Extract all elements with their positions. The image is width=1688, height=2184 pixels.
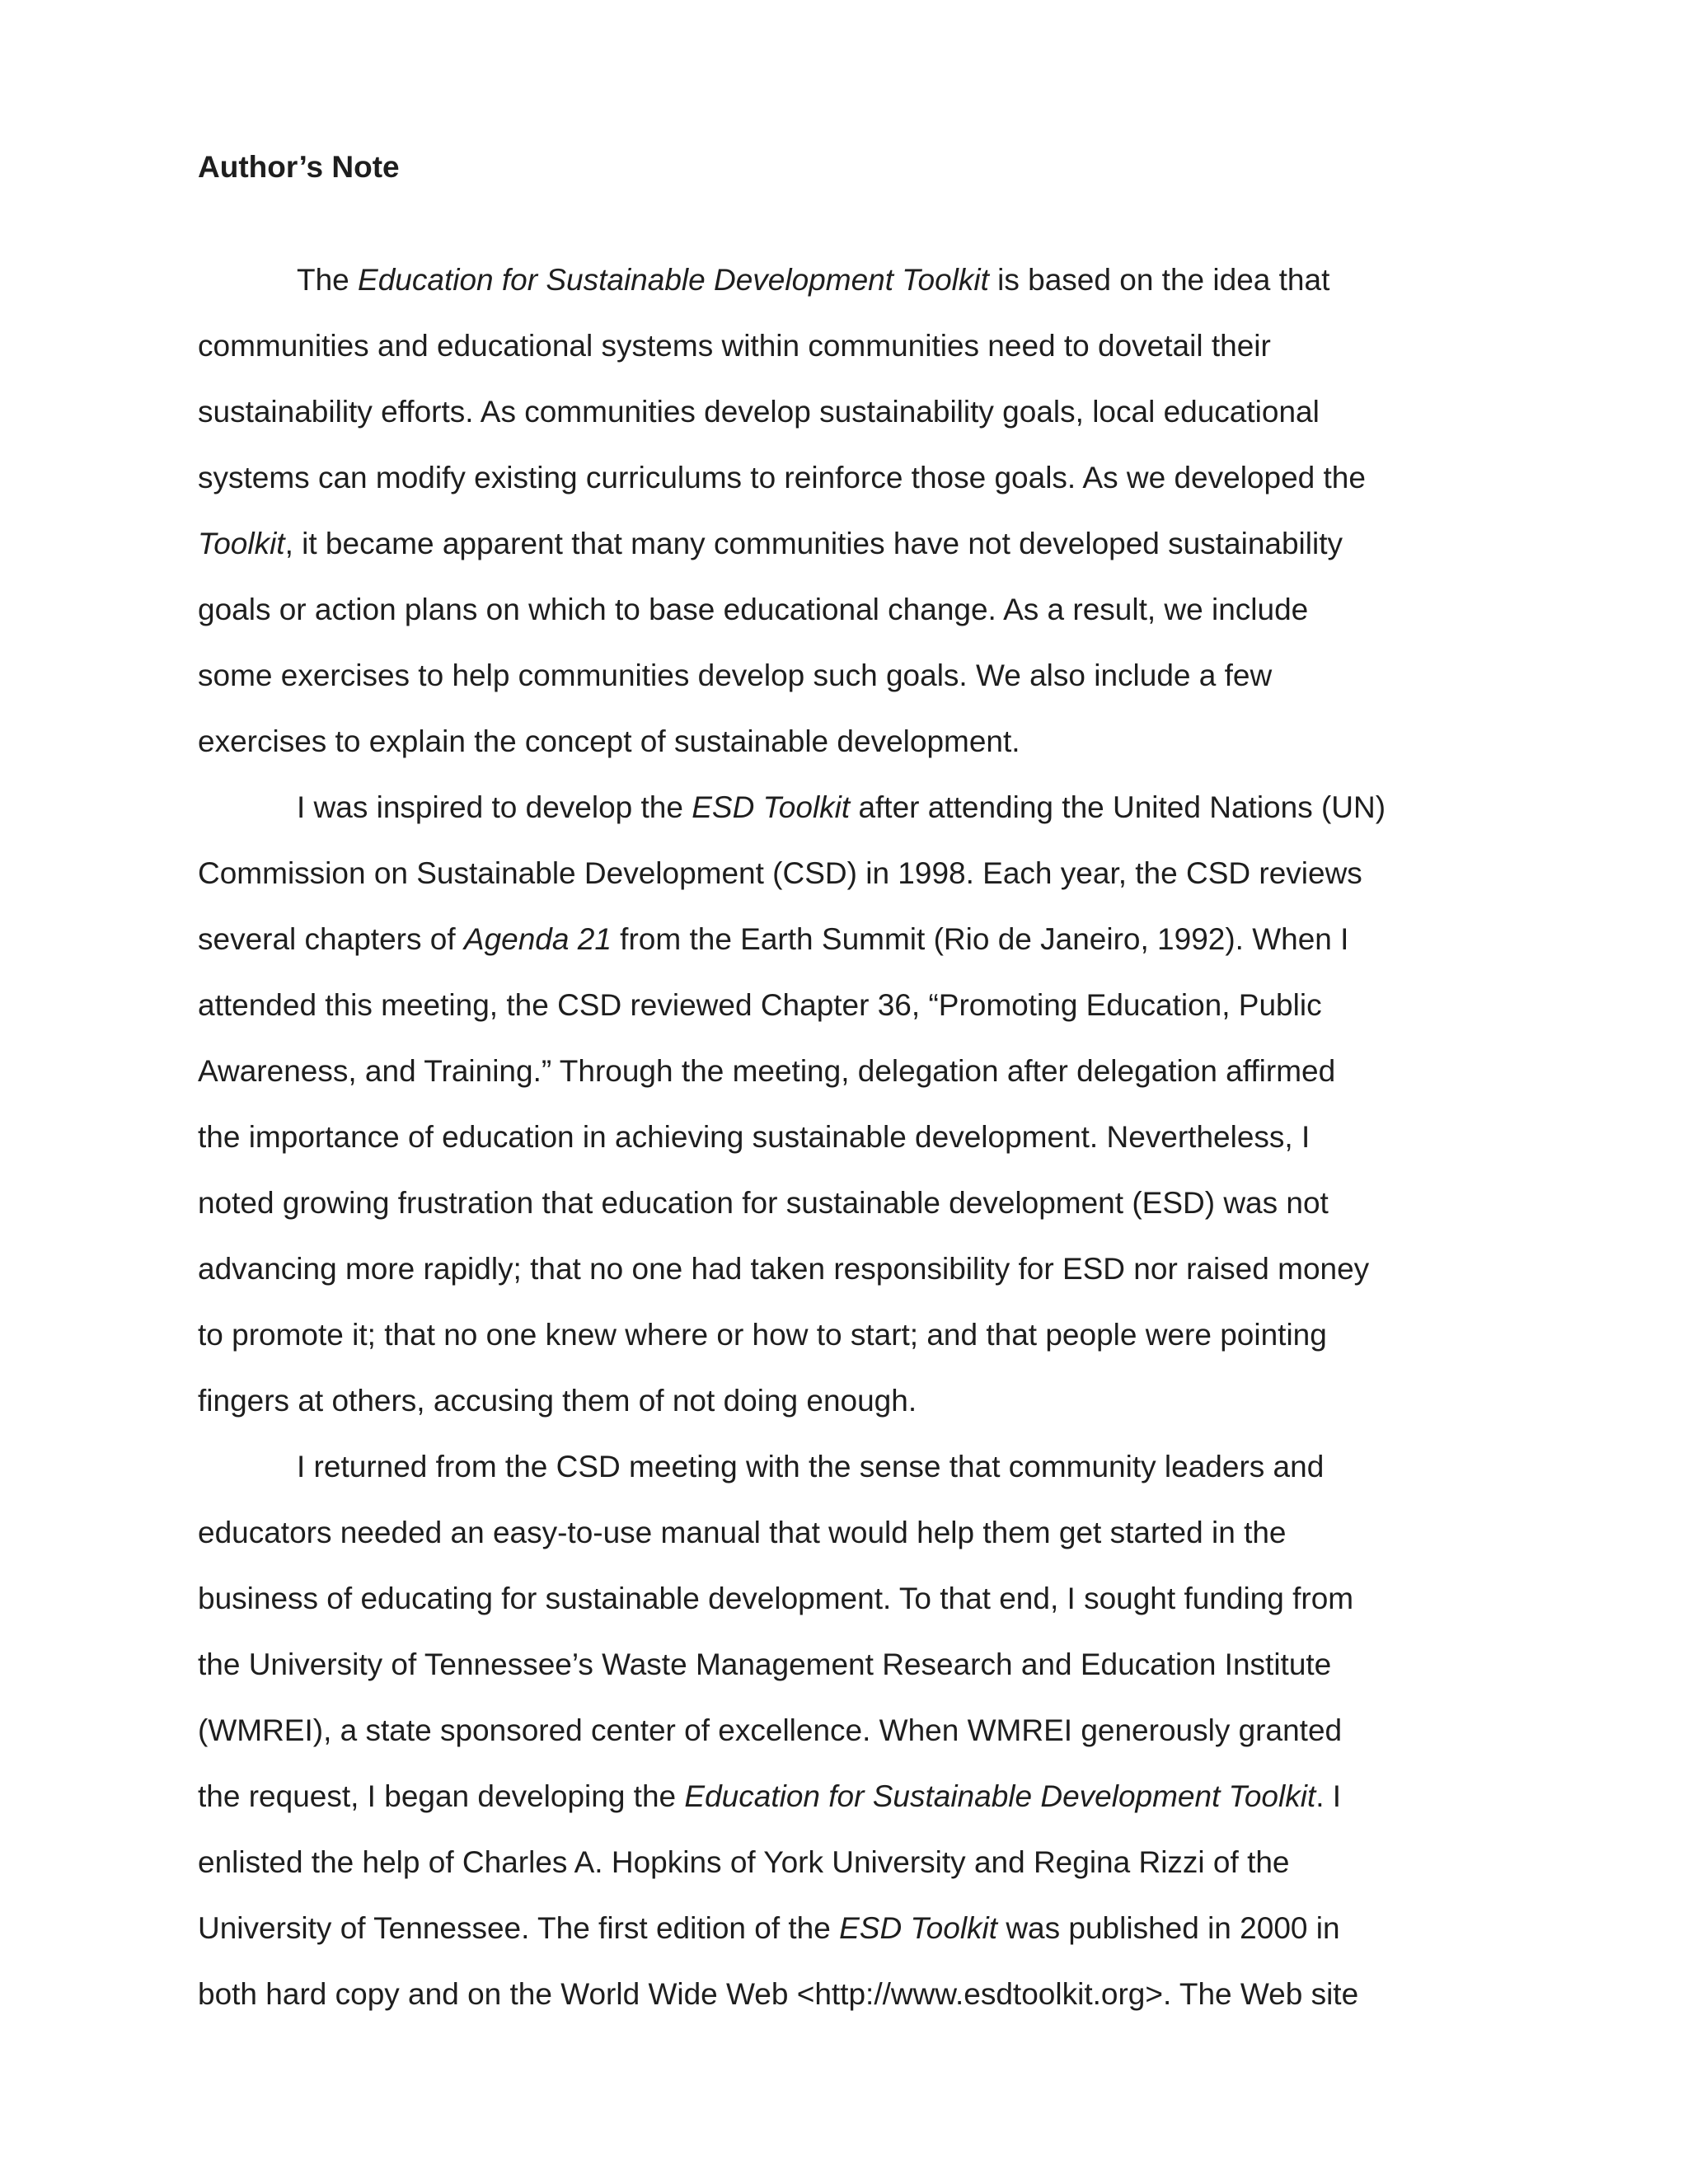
paragraph [198,775,1484,1434]
text-run: (WMREI), a state sponsored center of excellence. When WMREI generously granted [198,1713,1343,1747]
text-run: attended this meeting, the CSD reviewed Chapter 36, “Promoting Education, Public [198,988,1322,1022]
text-run: fingers at others, accusing them of not doing enough. [198,1384,917,1418]
text-line [198,313,1484,379]
text-run: enlisted the help of Charles A. Hopkins of York University and Regina Rizzi of the [198,1845,1290,1879]
text-line [198,445,1484,511]
text-line [198,1632,1484,1698]
text-line [198,841,1484,907]
italic-title: ESD Toolkit [839,1911,998,1945]
text-run: noted growing frustration that education for sustainable development (ESD) was not [198,1186,1329,1220]
text-run: exercises to explain the concept of sustainable development. [198,724,1020,758]
text-run: the request, I began developing the [198,1779,685,1813]
text-run: both hard copy and on the World Wide Web <http://www.esdtoolkit.org>. The Web site [198,1977,1359,2011]
text-line [198,1961,1484,2027]
text-line [198,1368,1484,1434]
text-run: Commission on Sustainable Development (CSD) in 1998. Each year, the CSD reviews [198,856,1362,890]
text-run: business of educating for sustainable development. To that end, I sought funding from [198,1582,1354,1615]
text-line [198,1500,1484,1566]
text-run: University of Tennessee. The first edition of the [198,1911,840,1945]
text-run: systems can modify existing curriculums to reinforce those goals. As we developed the [198,461,1366,494]
text-line [198,1830,1484,1896]
text-line [198,511,1484,577]
text-run: I was inspired to develop the [297,790,692,824]
text-run: communities and educational systems within communities need to dovetail their [198,329,1271,363]
text-run: . I [1315,1779,1342,1813]
text-line [198,643,1484,709]
text-line [198,1698,1484,1764]
text-line [198,972,1484,1038]
text-run: was published in 2000 in [997,1911,1340,1945]
paragraph [198,247,1484,775]
text-line [198,709,1484,775]
italic-title: ESD Toolkit [692,790,851,824]
body-text [198,247,1484,2027]
text-line [198,1302,1484,1368]
italic-title: Education for Sustainable Development Toolkit [684,1779,1316,1813]
paragraph [198,1434,1484,2027]
text-run: after attending the United Nations (UN) [850,790,1386,824]
text-run: from the Earth Summit (Rio de Janeiro, 1992). When I [611,922,1349,956]
text-run: to promote it; that no one knew where or how to start; and that people were pointing [198,1318,1327,1352]
page-title: Author’s Note [198,150,400,184]
text-line [198,577,1484,643]
text-run: , it became apparent that many communities have not developed sustainability [284,527,1343,560]
text-run: Awareness, and Training.” Through the meeting, delegation after delegation affirmed [198,1054,1336,1088]
text-run: several chapters of [198,922,464,956]
text-line [198,379,1484,445]
text-line [198,1434,1484,1500]
text-line [198,1104,1484,1170]
text-line [198,1236,1484,1302]
text-run: educators needed an easy-to-use manual that would help them get started in the [198,1516,1287,1549]
text-run: advancing more rapidly; that no one had taken responsibility for ESD nor raised money [198,1252,1370,1286]
text-line [198,1566,1484,1632]
text-run: goals or action plans on which to base educational change. As a result, we include [198,593,1309,626]
text-run: The [297,263,359,297]
italic-title: Agenda 21 [463,922,612,956]
text-line [198,1764,1484,1830]
text-run: some exercises to help communities develop such goals. We also include a few [198,658,1273,692]
text-run: I returned from the CSD meeting with the sense that community leaders and [297,1450,1325,1483]
text-run: is based on the idea that [988,263,1330,297]
text-line [198,907,1484,972]
text-run: the importance of education in achieving sustainable development. Nevertheless, I [198,1120,1311,1154]
text-run: sustainability efforts. As communities develop sustainability goals, local educational [198,395,1320,429]
text-run: the University of Tennessee’s Waste Management Research and Education Institute [198,1647,1332,1681]
text-line [198,775,1484,841]
text-line [198,1896,1484,1961]
italic-title: Toolkit [198,527,285,560]
italic-title: Education for Sustainable Development Toolkit [358,263,989,297]
text-line [198,1170,1484,1236]
text-line [198,1038,1484,1104]
text-line [198,247,1484,313]
